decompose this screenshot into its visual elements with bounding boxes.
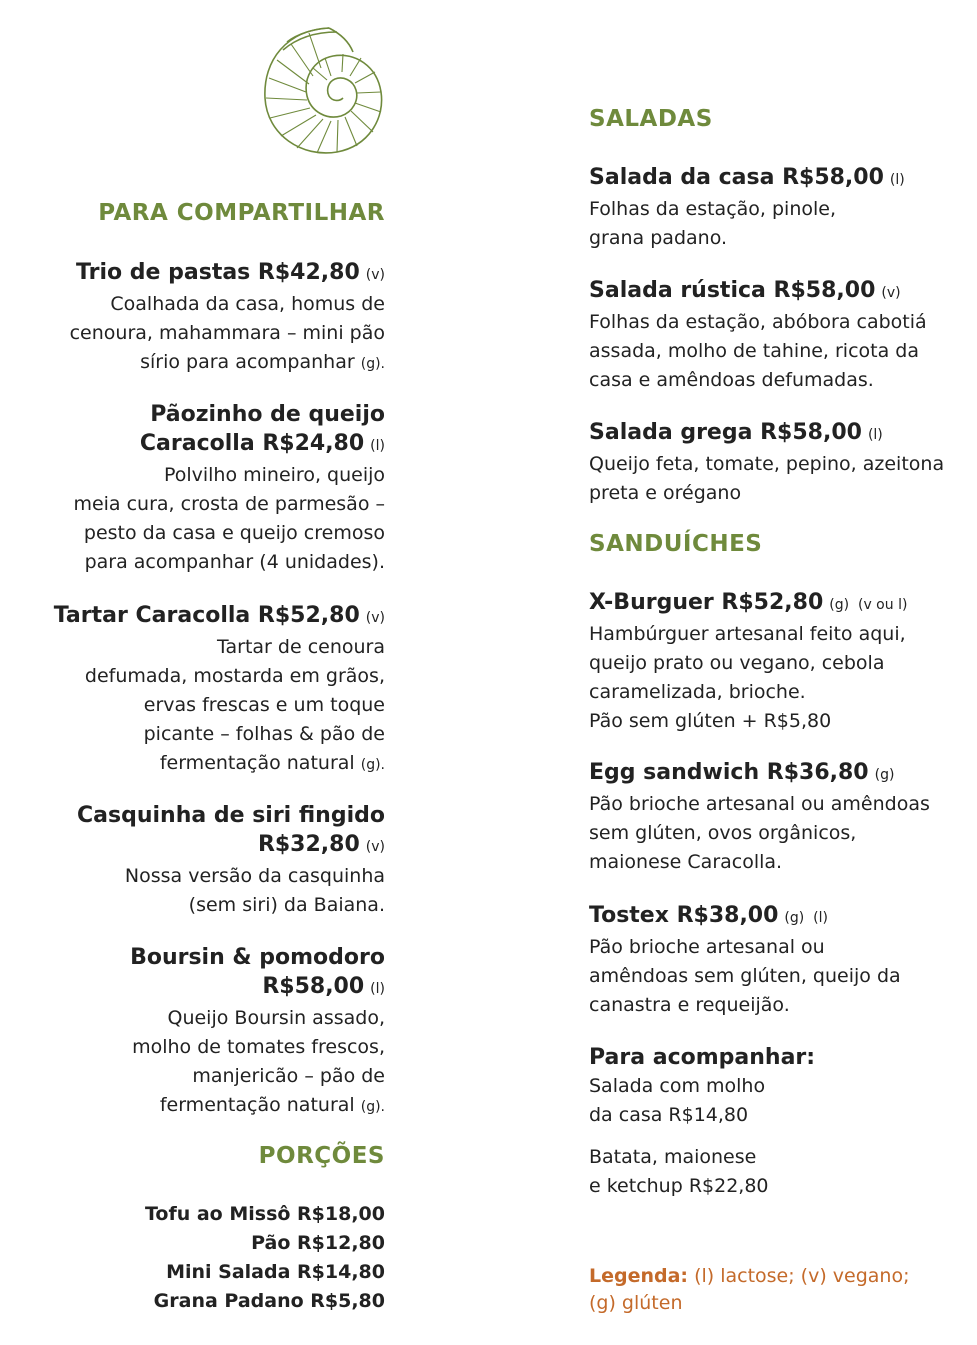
menu-item-salada-casa: Salada da casa R$58,00 (l) Folhas da estação, pinole, grana padano. [589, 165, 905, 249]
menu-item-casquinha: Casquinha de siri fingido R$32,80 (v) Nossa versão da casquinha (sem siri) da Baiana. [77, 803, 385, 916]
menu-item-salada-grega: Salada grega R$58,00 (l) Queijo feta, tomate, pepino, azeitona preta e orégano [589, 420, 945, 504]
list-item: Mini Salada R$14,80 [166, 1261, 385, 1283]
sides-section [589, 1043, 959, 1201]
sides-title: Para acompanhar: [589, 1045, 816, 1070]
menu-item-trio: Trio de pastas R$42,80 (v) Coalhada da casa, homus de cenoura, mahammara – mini pão sírio para acompanhar (g). [69, 260, 385, 373]
nautilus-shell-icon [257, 20, 387, 160]
menu-item-boursin: Boursin & pomodoro R$58,00 (l) Queijo Boursin assado, molho de tomates frescos, manjericão – pão de fermentação natural (g). [130, 945, 385, 1116]
portions-list [40, 1200, 385, 1316]
menu-item-tartar: Tartar Caracolla R$52,80 (v) Tartar de cenoura defumada, mostarda em grãos, ervas frescas e um toque picante – folhas & pão de fermentação natural (g). [53, 603, 385, 774]
section-title-sandwiches: SANDUÍCHES [589, 531, 763, 557]
menu-item-salada-rustica: Salada rústica R$58,00 (v) Folhas da estação, abóbora cabotiá assada, molho de tahine, ricota da casa e amêndoas defumadas. [589, 278, 927, 391]
menu-item-x-burguer: X-Burguer R$52,80 (g) (v ou l) Hambúrguer artesanal feito aqui, queijo prato ou vegano, cebola caramelizada, brioche. Pão sem glúten + R$5,80 [589, 590, 908, 732]
list-item: Salada com molho da casa R$14,80 [589, 1075, 766, 1126]
list-item: Tofu ao Missô R$18,00 [144, 1203, 385, 1225]
menu-item-paozinho: Pãozinho de queijo Caracolla R$24,80 (l) Polvilho mineiro, queijo meia cura, crosta de parmesão – pesto da casa e queijo cremoso para acompanhar (4 unidades). [73, 402, 385, 573]
legend: Legenda: (l) lactose; (v) vegano; (g) glúten [589, 1265, 910, 1314]
section-title-portions: PORÇÕES [258, 1143, 385, 1169]
list-item: Batata, maionese e ketchup R$22,80 [589, 1146, 769, 1197]
menu-item-egg-sandwich: Egg sandwich R$36,80 (g) Pão brioche artesanal ou amêndoas sem glúten, ovos orgânicos, maionese Caracolla. [589, 760, 930, 873]
section-title-share: PARA COMPARTILHAR [98, 200, 385, 226]
list-item: Pão R$12,80 [251, 1232, 385, 1254]
menu-item-tostex: Tostex R$38,00 (g) (l) Pão brioche artesanal ou amêndoas sem glúten, queijo da canastra e requeijão. [589, 903, 901, 1016]
list-item: Grana Padano R$5,80 [153, 1290, 385, 1312]
section-title-salads: SALADAS [589, 106, 713, 132]
